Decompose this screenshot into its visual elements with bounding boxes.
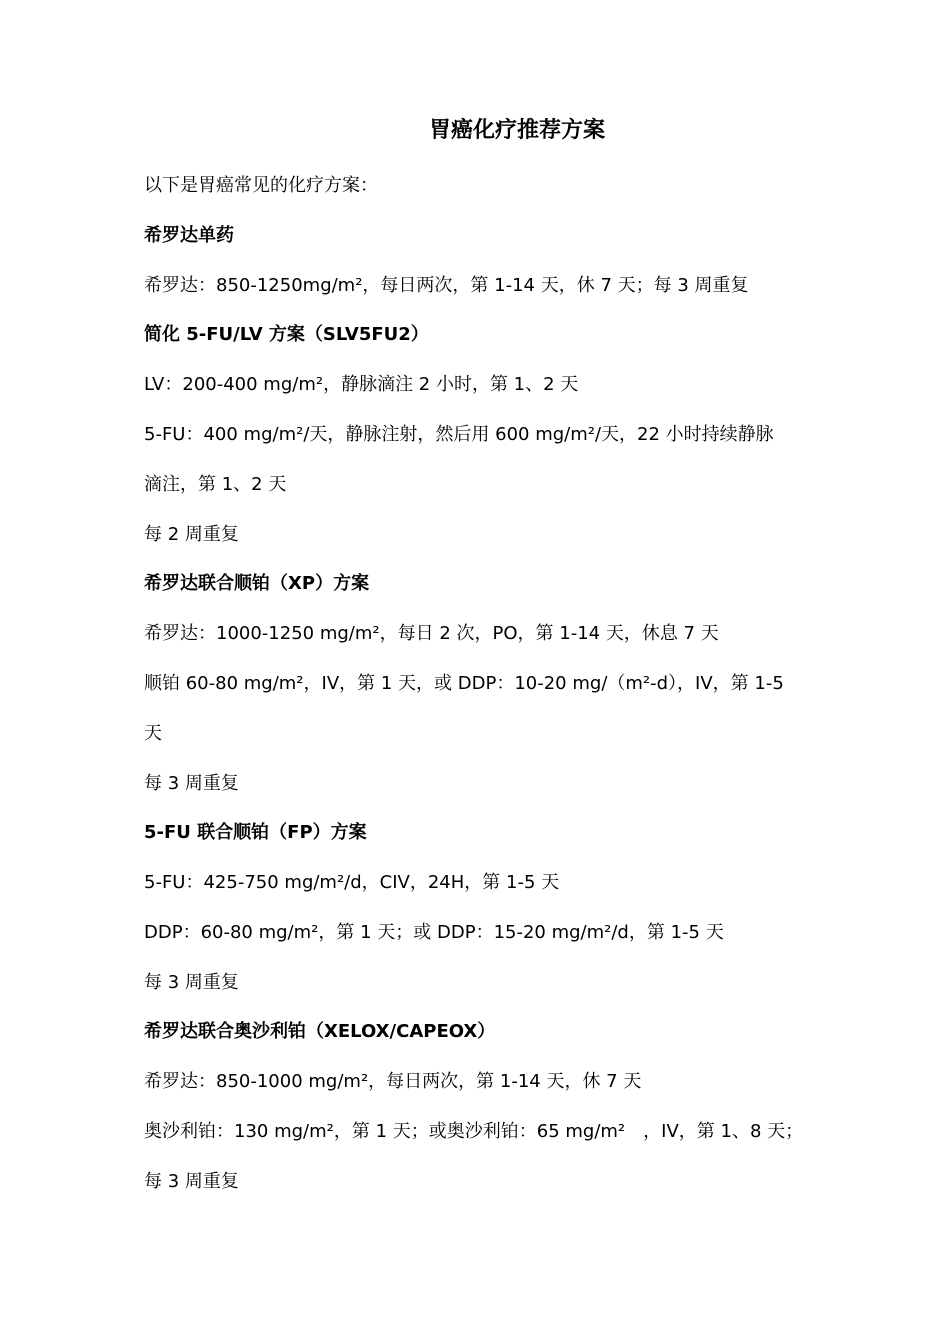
regimen-line: 5-FU：400 mg/m²/天，静脉注射，然后用 600 mg/m²/天，22 小时持续静脉: [144, 424, 774, 445]
repeat-note: 每 3 周重复: [144, 972, 239, 993]
section-heading-xeloda-mono: 希罗达单药: [144, 225, 234, 246]
section-heading-xelox: 希罗达联合奥沙利铂（XELOX/CAPEOX）: [144, 1021, 496, 1042]
regimen-line: 天: [144, 723, 162, 744]
regimen-line: 希罗达：850-1000 mg/m²，每日两次，第 1-14 天，休 7 天: [144, 1071, 642, 1092]
regimen-line: LV：200-400 mg/m²，静脉滴注 2 小时，第 1、2 天: [144, 374, 579, 395]
repeat-note: 每 3 周重复: [144, 773, 239, 794]
regimen-line: DDP：60-80 mg/m²，第 1 天；或 DDP：15-20 mg/m²/d，第 1-5 天: [144, 922, 724, 943]
repeat-note: 每 3 周重复: [144, 1171, 239, 1192]
section-heading-xp: 希罗达联合顺铂（XP）方案: [144, 573, 370, 594]
regimen-line: 希罗达：850-1250mg/m²，每日两次，第 1-14 天，休 7 天；每 3 周重复: [144, 275, 749, 296]
regimen-line: 奥沙利铂：130 mg/m²，第 1 天；或奥沙利铂：65 mg/m² ，IV，第 1、8 天；: [144, 1121, 804, 1142]
section-heading-fp: 5-FU 联合顺铂（FP）方案: [144, 822, 367, 843]
regimen-line: 希罗达：1000-1250 mg/m²，每日 2 次，PO，第 1-14 天，休息 7 天: [144, 623, 719, 644]
regimen-line: 顺铂 60-80 mg/m²，IV，第 1 天，或 DDP：10-20 mg/（m²-d），IV，第 1-5: [144, 673, 784, 694]
section-heading-slv5fu2: 简化 5-FU/LV 方案（SLV5FU2）: [144, 324, 429, 345]
repeat-note: 每 2 周重复: [144, 524, 239, 545]
regimen-line: 滴注，第 1、2 天: [144, 474, 287, 495]
intro-text: 以下是胃癌常见的化疗方案：: [144, 175, 378, 196]
document-title: 胃癌化疗推荐方案: [428, 118, 605, 143]
regimen-line: 5-FU：425-750 mg/m²/d，CIV，24H，第 1-5 天: [144, 872, 560, 893]
